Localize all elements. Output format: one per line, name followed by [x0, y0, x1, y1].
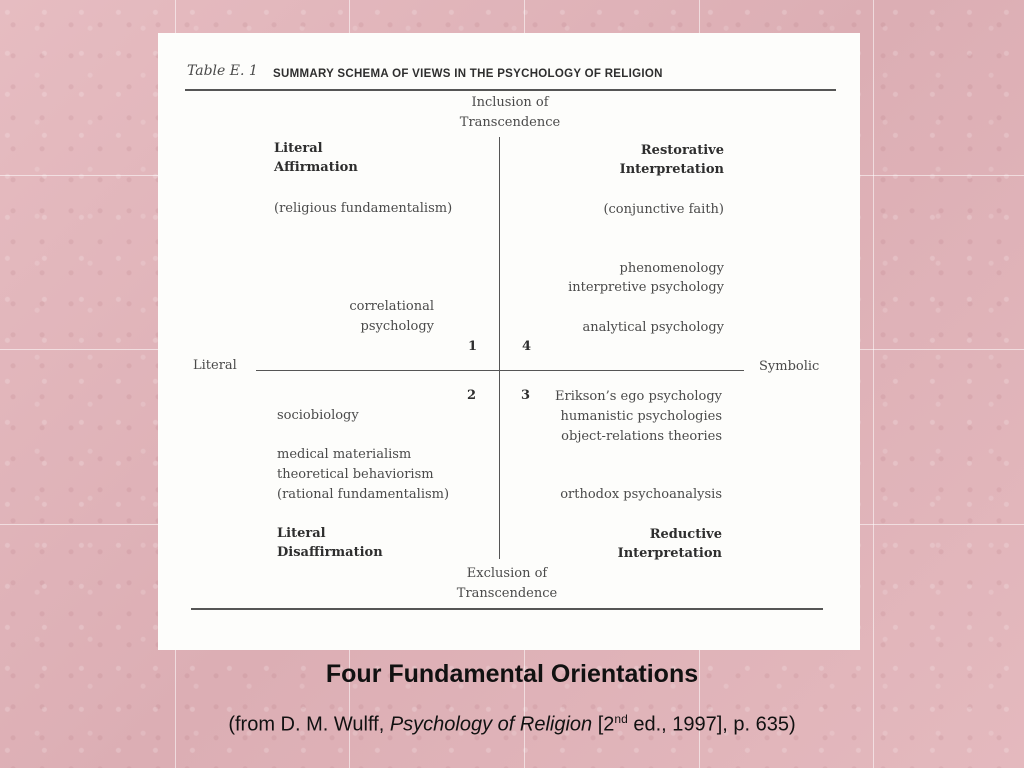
axis-top-line2: Transcendence [459, 115, 561, 130]
horizontal-axis [256, 370, 744, 371]
q4-note: (conjunctive faith) [603, 202, 724, 217]
quadrant-number-3: 3 [521, 388, 531, 403]
axis-left-label: Literal [193, 358, 237, 373]
background-seam [873, 0, 874, 768]
citation-book-title: Psychology of Religion [389, 713, 593, 736]
axis-right-label: Symbolic [759, 359, 820, 374]
header-rule [185, 89, 836, 91]
q1-note: (religious fundamentalism) [274, 201, 453, 216]
q1-heading-line1: Literal [274, 141, 323, 156]
axis-bottom-line1: Exclusion of [466, 566, 548, 581]
q2-item: theoretical behaviorism [277, 467, 434, 482]
q4-heading-line1: Restorative [640, 143, 724, 158]
q3-item: object-relations theories [561, 429, 722, 444]
q3-item: humanistic psychologies [560, 409, 722, 424]
quadrant-number-2: 2 [467, 388, 477, 403]
axis-top-line1: Inclusion of [471, 95, 549, 110]
q1-item: correlational [349, 299, 434, 314]
citation [0, 712, 1024, 737]
q4-item: analytical psychology [582, 320, 724, 335]
q3-heading-line2: Interpretation [617, 546, 722, 561]
quadrant-number-1: 1 [468, 339, 478, 354]
q4-heading-line2: Interpretation [619, 162, 724, 177]
q1-heading-line2: Affirmation [274, 160, 358, 175]
q2-item: medical materialism [277, 447, 412, 462]
citation-suffix: ed., 1997], p. 635) [627, 713, 796, 736]
q3-heading-line1: Reductive [649, 527, 722, 542]
table-title: SUMMARY SCHEMA OF VIEWS IN THE PSYCHOLOGY OF RELIGION [273, 68, 663, 80]
schema-figure [158, 33, 860, 650]
axis-bottom-line2: Transcendence [456, 586, 558, 601]
q4-item: phenomenology [619, 261, 724, 276]
citation-edition-prefix: [2 [592, 713, 615, 736]
citation-prefix: (from D. M. Wulff, [228, 713, 390, 736]
table-label: Table E. 1 [187, 63, 258, 79]
citation-edition-superscript: nd [614, 712, 628, 726]
q2-item: (rational fundamentalism) [277, 487, 450, 502]
q4-item: interpretive psychology [568, 280, 724, 295]
quadrant-number-4: 4 [522, 339, 532, 354]
q3-item: Erikson’s ego psychology [555, 389, 722, 404]
vertical-axis [499, 137, 500, 559]
slide-title: Four Fundamental Orientations [325, 660, 699, 688]
q3-item: orthodox psychoanalysis [560, 487, 722, 502]
footer-rule [191, 608, 823, 610]
q2-item: sociobiology [277, 408, 359, 423]
q2-heading-line1: Literal [277, 526, 326, 541]
q2-heading-line2: Disaffirmation [277, 545, 383, 560]
q1-item: psychology [360, 319, 434, 334]
